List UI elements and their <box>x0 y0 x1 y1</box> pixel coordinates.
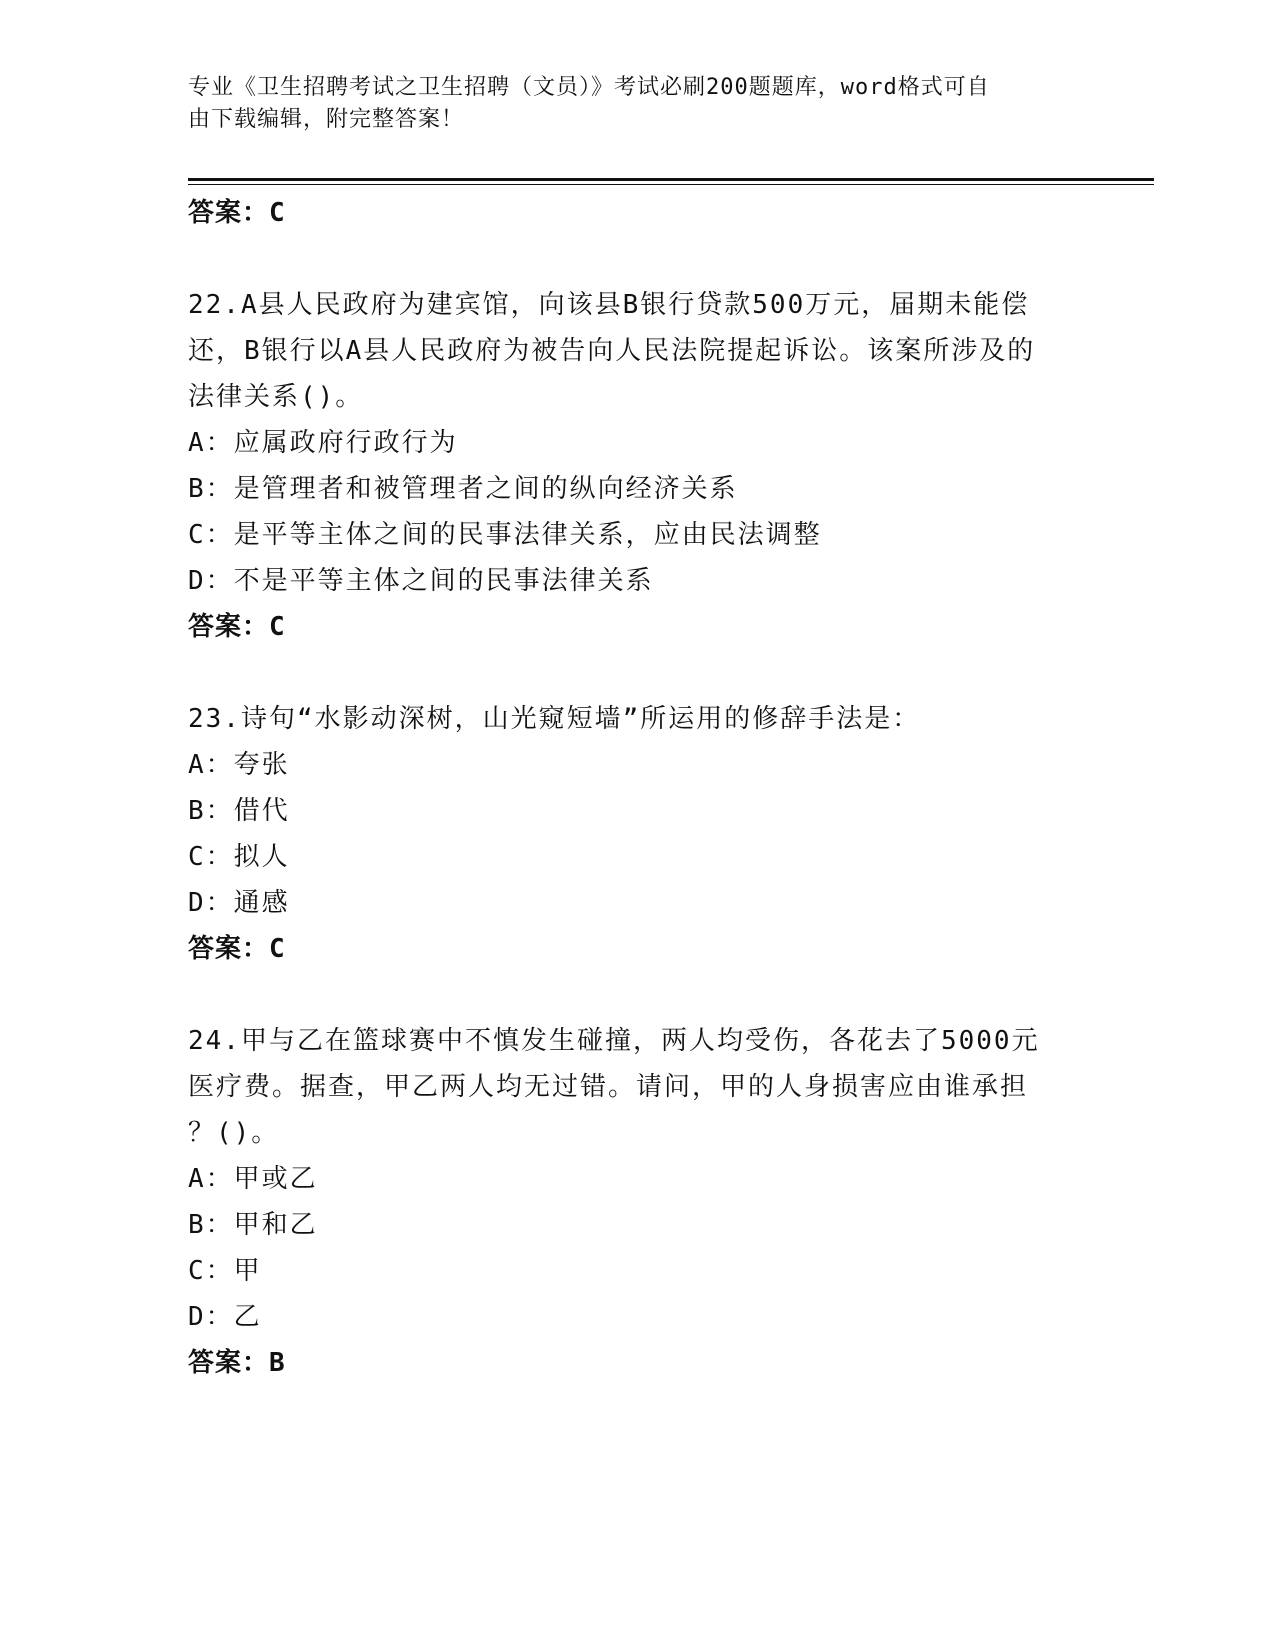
question-stem-line: 24.甲与乙在篮球赛中不慎发生碰撞，两人均受伤，各花去了5000元 <box>188 1026 1040 1056</box>
option-b: B：甲和乙 <box>188 1210 318 1240</box>
question-stem <box>188 696 1088 742</box>
question-stem-line: ？()。 <box>188 1118 280 1148</box>
question-stem-line: 22.A县人民政府为建宾馆，向该县B银行贷款500万元，届期未能偿 <box>188 290 1030 320</box>
header-line-2: 由下载编辑，附完整答案！ <box>188 107 465 132</box>
option-c: C：甲 <box>188 1256 262 1286</box>
option-a: A：甲或乙 <box>188 1164 318 1194</box>
header-line-1: 专业《卫生招聘考试之卫生招聘（文员）》考试必刷200题题库，word格式可自 <box>188 75 990 100</box>
option-d: D：不是平等主体之间的民事法律关系 <box>188 566 654 596</box>
question-stem <box>188 282 1088 420</box>
answer-label: 答案：C <box>188 612 286 642</box>
option-d: D：乙 <box>188 1302 262 1332</box>
question-23 <box>188 696 1088 972</box>
option-b: B：借代 <box>188 796 290 826</box>
question-stem-line: 医疗费。据查，甲乙两人均无过错。请问，甲的人身损害应由谁承担 <box>188 1072 1029 1102</box>
option-d: D：通感 <box>188 888 290 918</box>
question-22 <box>188 282 1088 650</box>
answer-label: 答案：C <box>188 934 286 964</box>
document-header <box>188 72 1088 136</box>
question-stem <box>188 1018 1088 1156</box>
option-a: A：夸张 <box>188 750 290 780</box>
question-24 <box>188 1018 1088 1386</box>
question-list <box>188 190 1088 1386</box>
question-stem-line: 法律关系()。 <box>188 382 364 412</box>
option-b: B：是管理者和被管理者之间的纵向经济关系 <box>188 474 738 504</box>
header-divider-thin <box>188 184 1154 185</box>
option-a: A：应属政府行政行为 <box>188 428 458 458</box>
question-stem-line: 23.诗句“水影动深树，山光窥短墙”所运用的修辞手法是： <box>188 704 921 734</box>
answer-label: 答案：C <box>188 198 286 228</box>
question-stem-line: 还，B银行以A县人民政府为被告向人民法院提起诉讼。该案所涉及的 <box>188 336 1036 366</box>
answer-label: 答案：B <box>188 1348 286 1378</box>
option-c: C：是平等主体之间的民事法律关系，应由民法调整 <box>188 520 822 550</box>
header-divider-thick <box>188 178 1154 181</box>
option-c: C：拟人 <box>188 842 290 872</box>
